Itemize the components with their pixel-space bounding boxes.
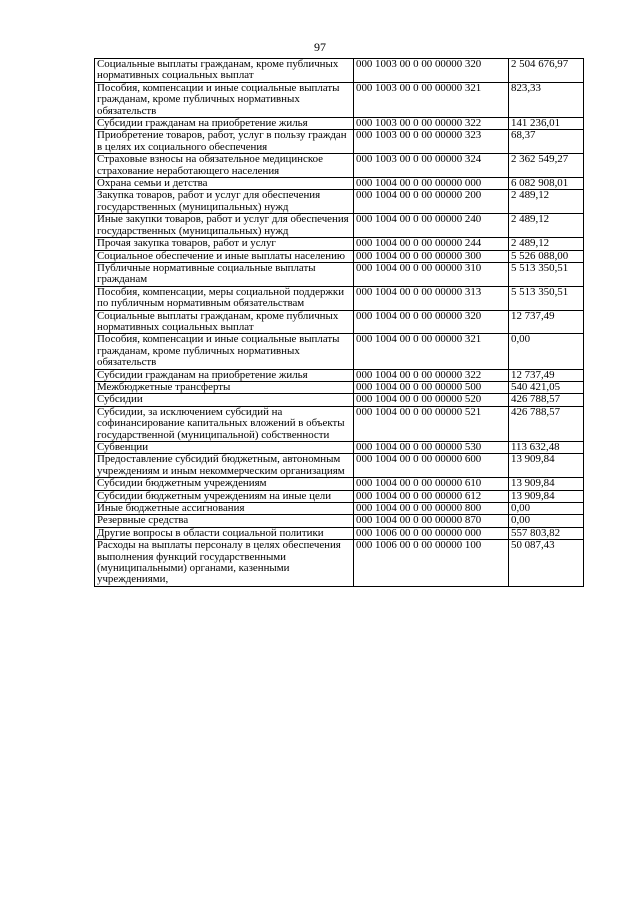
- table-row: [95, 82, 584, 117]
- row-name-cell: Пособия, компенсации и иные социальные выплаты гражданам, кроме публичных нормативных обязательств: [95, 334, 354, 369]
- row-name-cell: Субсидии, за исключением субсидий на софинансирование капитальных вложений в объекты государственной (муниципальной) собственности: [95, 406, 354, 441]
- row-code-cell: 000 1004 00 0 00 00000 313: [354, 286, 509, 310]
- row-code-cell: 000 1004 00 0 00 00000 322: [354, 369, 509, 381]
- row-name-cell: Закупка товаров, работ и услуг для обеспечения государственных (муниципальных) нужд: [95, 190, 354, 214]
- row-sum-cell: 823,33: [509, 82, 584, 117]
- row-code-cell: 000 1003 00 0 00 00000 323: [354, 130, 509, 154]
- table-row: [95, 478, 584, 490]
- row-sum-cell: 2 489,12: [509, 190, 584, 214]
- row-code-cell: 000 1004 00 0 00 00000 240: [354, 214, 509, 238]
- row-name-cell: Иные бюджетные ассигнования: [95, 503, 354, 515]
- row-sum-cell: 2 362 549,27: [509, 154, 584, 178]
- row-name-cell: Резервные средства: [95, 515, 354, 527]
- table-row: [95, 334, 584, 369]
- page-number: 97: [314, 40, 326, 54]
- row-sum-cell: 6 082 908,01: [509, 178, 584, 190]
- row-name-cell: Прочая закупка товаров, работ и услуг: [95, 238, 354, 250]
- table-row: [95, 118, 584, 130]
- row-code-cell: 000 1004 00 0 00 00000 870: [354, 515, 509, 527]
- row-sum-cell: 13 909,84: [509, 478, 584, 490]
- row-sum-cell: 2 489,12: [509, 214, 584, 238]
- row-name-cell: Субсидии бюджетным учреждениям на иные цели: [95, 490, 354, 502]
- row-sum-cell: 5 526 088,00: [509, 250, 584, 262]
- row-sum-cell: 141 236,01: [509, 118, 584, 130]
- table-row: [95, 540, 584, 587]
- table-row: [95, 490, 584, 502]
- table-row: [95, 381, 584, 393]
- table-row: [95, 503, 584, 515]
- table-row: [95, 178, 584, 190]
- row-sum-cell: 13 909,84: [509, 490, 584, 502]
- row-code-cell: 000 1003 00 0 00 00000 320: [354, 59, 509, 83]
- row-code-cell: 000 1004 00 0 00 00000 610: [354, 478, 509, 490]
- table-row: [95, 527, 584, 539]
- row-name-cell: Социальные выплаты гражданам, кроме публичных нормативных социальных выплат: [95, 310, 354, 334]
- row-name-cell: Субсидии бюджетным учреждениям: [95, 478, 354, 490]
- row-code-cell: 000 1004 00 0 00 00000 310: [354, 262, 509, 286]
- row-sum-cell: 50 087,43: [509, 540, 584, 587]
- table-row: [95, 394, 584, 406]
- table-row: [95, 190, 584, 214]
- row-name-cell: Субсидии: [95, 394, 354, 406]
- row-code-cell: 000 1004 00 0 00 00000 530: [354, 442, 509, 454]
- row-code-cell: 000 1006 00 0 00 00000 000: [354, 527, 509, 539]
- row-code-cell: 000 1004 00 0 00 00000 000: [354, 178, 509, 190]
- row-name-cell: Расходы на выплаты персоналу в целях обеспечения выполнения функций государственными (муниципальными) органами, казенными учреждениями,: [95, 540, 354, 587]
- row-sum-cell: 5 513 350,51: [509, 262, 584, 286]
- table-row: [95, 286, 584, 310]
- row-name-cell: Межбюджетные трансферты: [95, 381, 354, 393]
- budget-table: [94, 58, 584, 587]
- row-name-cell: Страховые взносы на обязательное медицинское страхование неработающего населения: [95, 154, 354, 178]
- row-sum-cell: 12 737,49: [509, 310, 584, 334]
- row-name-cell: Приобретение товаров, работ, услуг в пользу граждан в целях их социального обеспечения: [95, 130, 354, 154]
- row-sum-cell: 426 788,57: [509, 394, 584, 406]
- row-sum-cell: 0,00: [509, 503, 584, 515]
- row-name-cell: Социальное обеспечение и иные выплаты населению: [95, 250, 354, 262]
- row-sum-cell: 557 803,82: [509, 527, 584, 539]
- row-name-cell: Пособия, компенсации и иные социальные выплаты гражданам, кроме публичных нормативных обязательств: [95, 82, 354, 117]
- row-code-cell: 000 1004 00 0 00 00000 800: [354, 503, 509, 515]
- row-code-cell: 000 1004 00 0 00 00000 321: [354, 334, 509, 369]
- row-code-cell: 000 1004 00 0 00 00000 612: [354, 490, 509, 502]
- row-code-cell: 000 1004 00 0 00 00000 244: [354, 238, 509, 250]
- row-sum-cell: 0,00: [509, 334, 584, 369]
- table-row: [95, 515, 584, 527]
- row-name-cell: Охрана семьи и детства: [95, 178, 354, 190]
- row-sum-cell: 2 504 676,97: [509, 59, 584, 83]
- row-name-cell: Субсидии гражданам на приобретение жилья: [95, 369, 354, 381]
- row-name-cell: Социальные выплаты гражданам, кроме публичных нормативных социальных выплат: [95, 59, 354, 83]
- row-sum-cell: 12 737,49: [509, 369, 584, 381]
- row-code-cell: 000 1004 00 0 00 00000 200: [354, 190, 509, 214]
- row-code-cell: 000 1003 00 0 00 00000 321: [354, 82, 509, 117]
- row-name-cell: Иные закупки товаров, работ и услуг для обеспечения государственных (муниципальных) нужд: [95, 214, 354, 238]
- row-code-cell: 000 1006 00 0 00 00000 100: [354, 540, 509, 587]
- row-sum-cell: 113 632,48: [509, 442, 584, 454]
- row-sum-cell: 0,00: [509, 515, 584, 527]
- row-sum-cell: 2 489,12: [509, 238, 584, 250]
- row-sum-cell: 426 788,57: [509, 406, 584, 441]
- row-name-cell: Субсидии гражданам на приобретение жилья: [95, 118, 354, 130]
- table-row: [95, 454, 584, 478]
- table-row: [95, 250, 584, 262]
- row-name-cell: Предоставление субсидий бюджетным, автономным учреждениям и иным некоммерческим организациям: [95, 454, 354, 478]
- table-row: [95, 262, 584, 286]
- row-code-cell: 000 1004 00 0 00 00000 320: [354, 310, 509, 334]
- row-sum-cell: 5 513 350,51: [509, 286, 584, 310]
- table-row: [95, 406, 584, 441]
- table-row: [95, 154, 584, 178]
- row-name-cell: Пособия, компенсации, меры социальной поддержки по публичным нормативным обязательствам: [95, 286, 354, 310]
- row-code-cell: 000 1004 00 0 00 00000 520: [354, 394, 509, 406]
- table-row: [95, 442, 584, 454]
- row-sum-cell: 540 421,05: [509, 381, 584, 393]
- table-row: [95, 369, 584, 381]
- row-sum-cell: 68,37: [509, 130, 584, 154]
- row-code-cell: 000 1004 00 0 00 00000 300: [354, 250, 509, 262]
- row-code-cell: 000 1004 00 0 00 00000 600: [354, 454, 509, 478]
- row-name-cell: Другие вопросы в области социальной политики: [95, 527, 354, 539]
- row-code-cell: 000 1004 00 0 00 00000 500: [354, 381, 509, 393]
- row-code-cell: 000 1004 00 0 00 00000 521: [354, 406, 509, 441]
- row-name-cell: Публичные нормативные социальные выплаты гражданам: [95, 262, 354, 286]
- table-row: [95, 214, 584, 238]
- row-sum-cell: 13 909,84: [509, 454, 584, 478]
- table-row: [95, 310, 584, 334]
- row-code-cell: 000 1003 00 0 00 00000 322: [354, 118, 509, 130]
- table-row: [95, 130, 584, 154]
- row-name-cell: Субвенции: [95, 442, 354, 454]
- table-row: [95, 59, 584, 83]
- row-code-cell: 000 1003 00 0 00 00000 324: [354, 154, 509, 178]
- table-row: [95, 238, 584, 250]
